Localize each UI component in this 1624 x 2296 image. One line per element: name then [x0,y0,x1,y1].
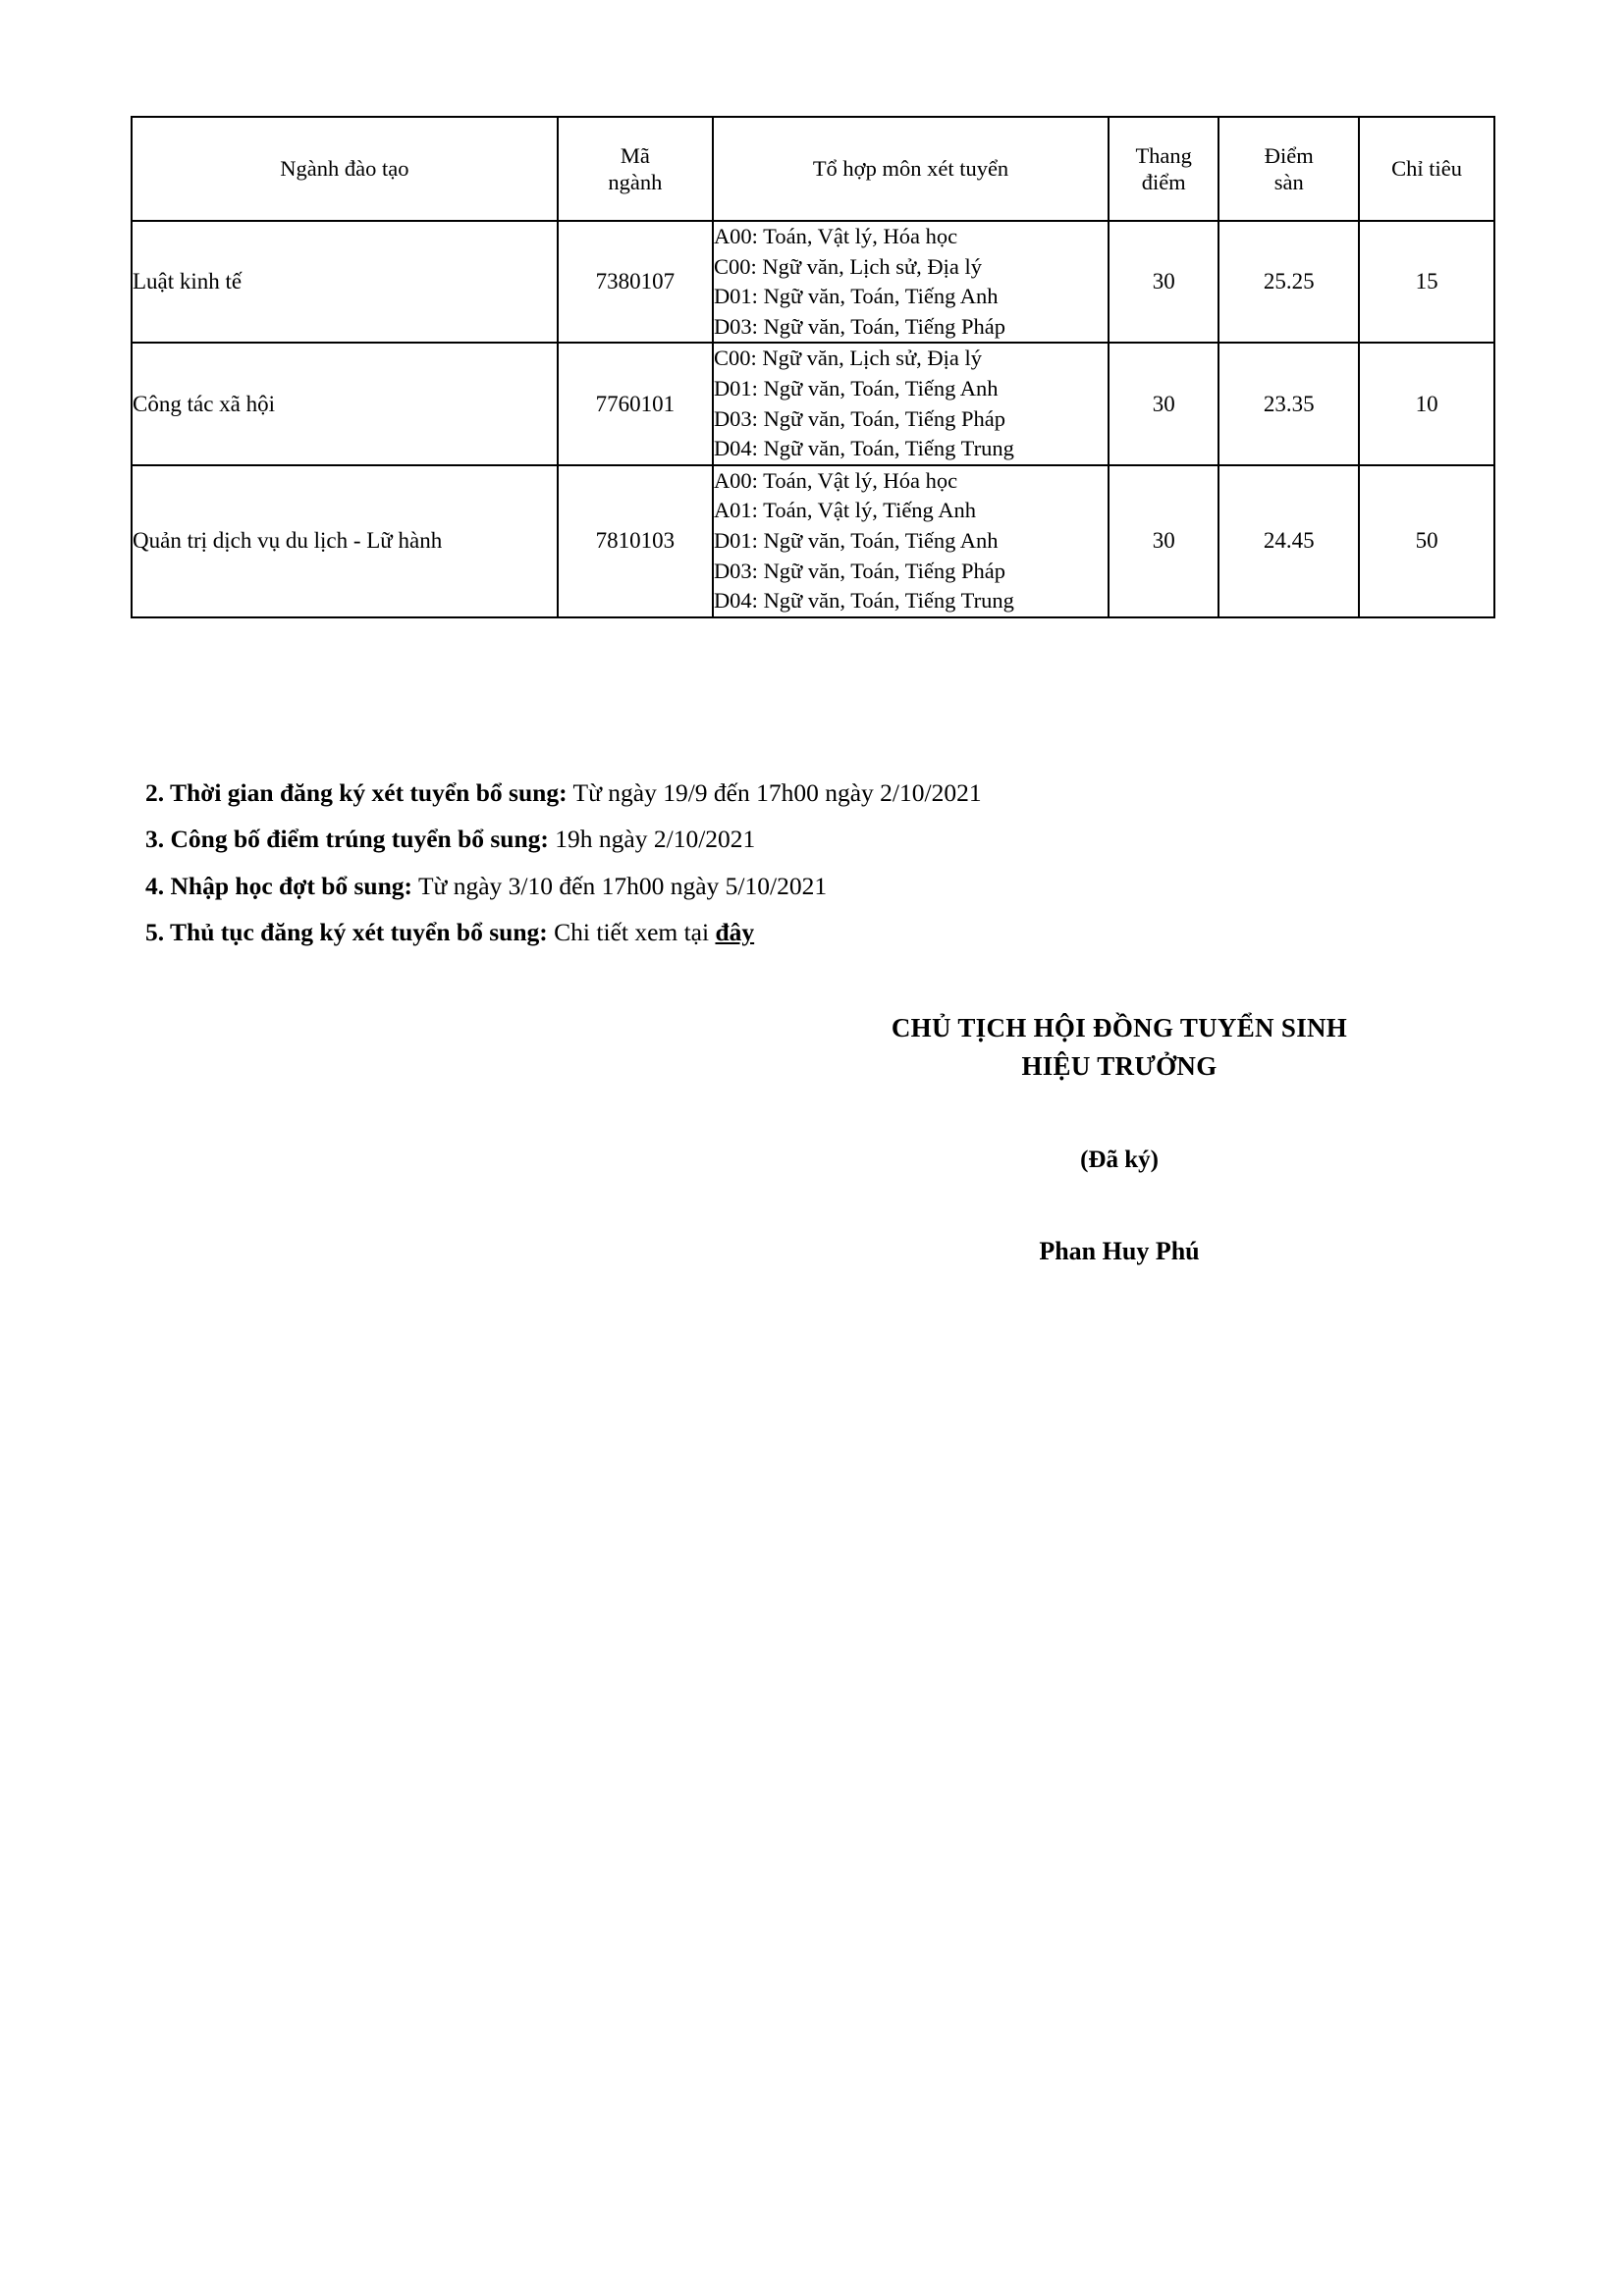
subject-combination-line: A01: Toán, Vật lý, Tiếng Anh [713,498,976,523]
cell-major-code: 7760101 [558,343,713,464]
note-item [145,863,1500,909]
table-row [132,221,1494,343]
cell-major-code: 7380107 [558,221,713,343]
signature-name: Phan Huy Phú [1039,1237,1200,1266]
subject-combination-line: D04: Ngữ văn, Toán, Tiếng Trung [713,436,1014,461]
header-label-code-line2: ngành [608,170,663,194]
header-label-major: Ngành đào tạo [280,156,409,182]
note-label: 4. Nhập học đợt bổ sung: [145,871,413,900]
header-cell-combination [713,117,1109,221]
cell-subject-combinations [713,465,1109,617]
cell-quota: 10 [1359,343,1494,464]
header-label-floor-line1: Điểm [1264,142,1314,168]
subject-combination-line: D03: Ngữ văn, Toán, Tiếng Pháp [713,558,1006,583]
table-header-row [132,117,1494,221]
cell-floor-score: 23.35 [1218,343,1359,464]
subject-combination-line: D03: Ngữ văn, Toán, Tiếng Pháp [713,405,1006,431]
table-header [132,117,1494,221]
notes-list [145,770,1500,956]
cell-score-scale: 30 [1109,343,1218,464]
signature-block [815,1009,1424,1266]
note-value: Từ ngày 19/9 đến 17h00 ngày 2/10/2021 [572,778,982,807]
note-item [145,909,1500,955]
subject-combination-line: A00: Toán, Vật lý, Hóa học [713,467,958,493]
admission-table-container [131,116,1495,618]
note-value: 19h ngày 2/10/2021 [555,825,756,854]
cell-subject-combinations [713,343,1109,464]
note-value: Chi tiết xem tại [554,918,710,947]
cell-score-scale: 30 [1109,221,1218,343]
cell-major-code: 7810103 [558,465,713,617]
cell-major: Quản trị dịch vụ du lịch - Lữ hành [132,465,558,617]
cell-floor-score: 25.25 [1218,221,1359,343]
cell-major: Công tác xã hội [132,343,558,464]
subject-combination-line: D04: Ngữ văn, Toán, Tiếng Trung [713,588,1014,614]
subject-combination-line: A00: Toán, Vật lý, Hóa học [713,224,958,248]
subject-combination-line: C00: Ngữ văn, Lịch sử, Địa lý [713,253,983,279]
cell-quota: 15 [1359,221,1494,343]
signature-title-line2: HIỆU TRƯỞNG [1021,1051,1218,1082]
note-label: 3. Công bố điểm trúng tuyển bổ sung: [145,825,549,854]
header-label-code-line1: Mã [620,142,650,168]
signature-title [815,1009,1424,1086]
cell-floor-score: 24.45 [1218,465,1359,617]
subject-combination-line: D01: Ngữ văn, Toán, Tiếng Anh [713,375,999,400]
cell-major: Luật kinh tế [132,221,558,343]
table-row [132,465,1494,617]
header-label-floor-line2: sàn [1273,170,1304,194]
subject-combination-line: D01: Ngữ văn, Toán, Tiếng Anh [713,284,999,309]
header-cell-quota [1359,117,1494,221]
table-row [132,343,1494,464]
cell-subject-combinations [713,221,1109,343]
header-label-quota: Chỉ tiêu [1391,156,1463,182]
note-label: 5. Thủ tục đăng ký xét tuyển bổ sung: [145,918,548,947]
note-item [145,816,1500,862]
header-cell-major [132,117,558,221]
note-value: Từ ngày 3/10 đến 17h00 ngày 5/10/2021 [417,871,828,900]
subject-combination-line: D03: Ngữ văn, Toán, Tiếng Pháp [713,313,1006,339]
note-label: 2. Thời gian đăng ký xét tuyển bổ sung: [145,778,568,807]
cell-quota: 50 [1359,465,1494,617]
signature-signed-note: (Đã ký) [1080,1147,1159,1174]
note-detail-link[interactable]: đây [715,918,755,947]
header-label-combination: Tổ hợp môn xét tuyển [812,156,1009,182]
admission-table [131,116,1495,618]
header-cell-code [558,117,713,221]
header-label-scale-line1: Thang [1135,142,1192,168]
note-item [145,770,1500,816]
subject-combination-line: D01: Ngữ văn, Toán, Tiếng Anh [713,527,999,553]
header-cell-scale [1109,117,1218,221]
subject-combination-line: C00: Ngữ văn, Lịch sử, Địa lý [713,346,983,371]
cell-score-scale: 30 [1109,465,1218,617]
header-label-scale-line2: điểm [1141,170,1186,194]
header-cell-floor-score [1218,117,1359,221]
signature-title-line1: CHỦ TỊCH HỘI ĐỒNG TUYỂN SINH [891,1013,1348,1042]
table-body [132,221,1494,617]
